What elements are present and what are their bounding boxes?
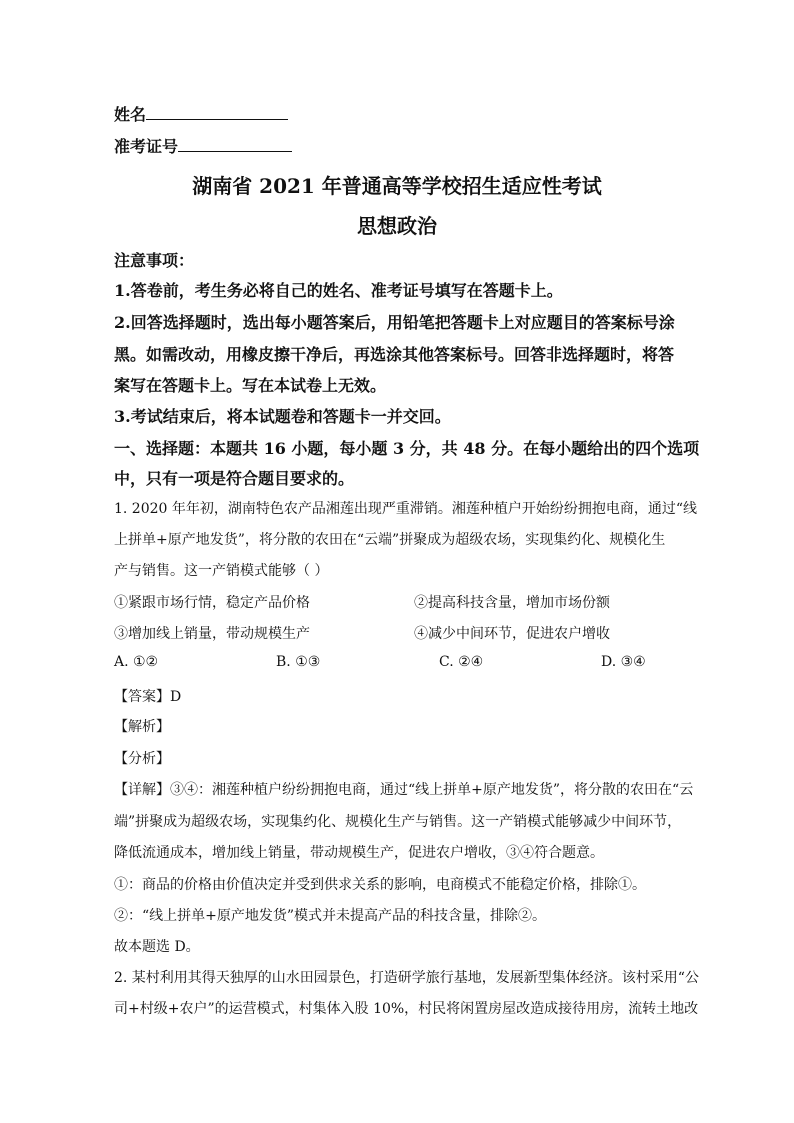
q1-statement-3: ③增加线上销量，带动规模生产 [114, 626, 310, 642]
q1-option-c: C. ②④ [439, 654, 484, 670]
q1-analysis-label: 【解析】 [114, 719, 170, 735]
exam-title: 湖南省 2021 年普通高等学校招生适应性考试 [192, 174, 602, 198]
subject-title: 思想政治 [357, 214, 437, 238]
note-1: 1.答卷前，考生务必将自己的姓名、准考证号填写在答题卡上。 [114, 281, 563, 300]
q1-fenxi-label: 【分析】 [114, 751, 170, 767]
q2-stem-line-1: 2. 某村利用其得天独厚的山水田园景色，打造研学旅行基地，发展新型集体经济。该村采用“公 [114, 970, 699, 986]
q1-option-d: D. ③④ [601, 654, 646, 670]
name-blank [146, 105, 288, 120]
q1-detail-line-5: ②：“线上拼单+原产地发货”模式并未提高产品的科技含量，排除②。 [114, 908, 547, 924]
q1-stem-line-2: 上拼单+原产地发货”，将分散的农田在“云端”拼聚成为超级农场，实现集约化、规模化生 [114, 532, 666, 548]
notes-heading: 注意事项： [114, 251, 195, 270]
q1-detail-line-1: 【详解】③④：湘莲种植户纷纷拥抱电商，通过“线上拼单+原产地发货”，将分散的农田在“云 [114, 782, 694, 798]
q1-statement-1: ①紧跟市场行情，稳定产品价格 [114, 595, 310, 611]
q1-stem-line-1: 1. 2020 年年初，湖南特色农产品湘莲出现严重滞销。湘莲种植户开始纷纷拥抱电商，通过“线 [114, 501, 698, 517]
id-field [114, 134, 292, 157]
section-heading-line-1: 一、选择题：本题共 16 小题，每小题 3 分，共 48 分。在每小题给出的四个选项 [114, 439, 700, 458]
q1-detail-line-2: 端”拼聚成为超级农场，实现集约化、规模化生产与销售。这一产销模式能够减少中间环节， [114, 814, 682, 830]
q1-option-a: A. ①② [114, 654, 159, 670]
q1-detail-line-3: 降低流通成本，增加线上销量，带动规模生产，促进农户增收，③④符合题意。 [114, 845, 604, 861]
name-field [114, 102, 288, 125]
q1-option-b: B. ①③ [276, 654, 321, 670]
id-label: 准考证号 [114, 137, 179, 156]
note-2-line-2: 黑。如需改动，用橡皮擦干净后，再选涂其他答案标号。回答非选择题时，将答 [114, 345, 675, 364]
q1-conclusion: 故本题选 D。 [114, 939, 200, 955]
name-label: 姓名 [114, 105, 147, 124]
note-2-line-1: 2.回答选择题时，选出每小题答案后，用铅笔把答题卡上对应题目的答案标号涂 [114, 313, 675, 332]
q1-answer: 【答案】D [114, 689, 182, 705]
q2-stem-line-2: 司+村级+农户”的运营模式，村集体入股 10%，村民将闲置房屋改造成接待用房，流转土地改 [114, 1001, 699, 1017]
section-heading-line-2: 中，只有一项是符合题目要求的。 [114, 469, 355, 488]
q1-stem-line-3: 产与销售。这一产销模式能够（ ） [114, 563, 329, 579]
q1-detail-line-4: ①：商品的价格由价值决定并受到供求关系的影响，电商模式不能稳定价格，排除①。 [114, 877, 646, 893]
q1-statement-4: ④减少中间环节，促进农户增收 [414, 626, 610, 642]
id-blank [178, 137, 292, 152]
note-3: 3.考试结束后，将本试题卷和答题卡一并交回。 [114, 407, 451, 426]
note-2-line-3: 案写在答题卡上。写在本试卷上无效。 [114, 376, 387, 395]
q1-statement-2: ②提高科技含量，增加市场份额 [414, 595, 610, 611]
